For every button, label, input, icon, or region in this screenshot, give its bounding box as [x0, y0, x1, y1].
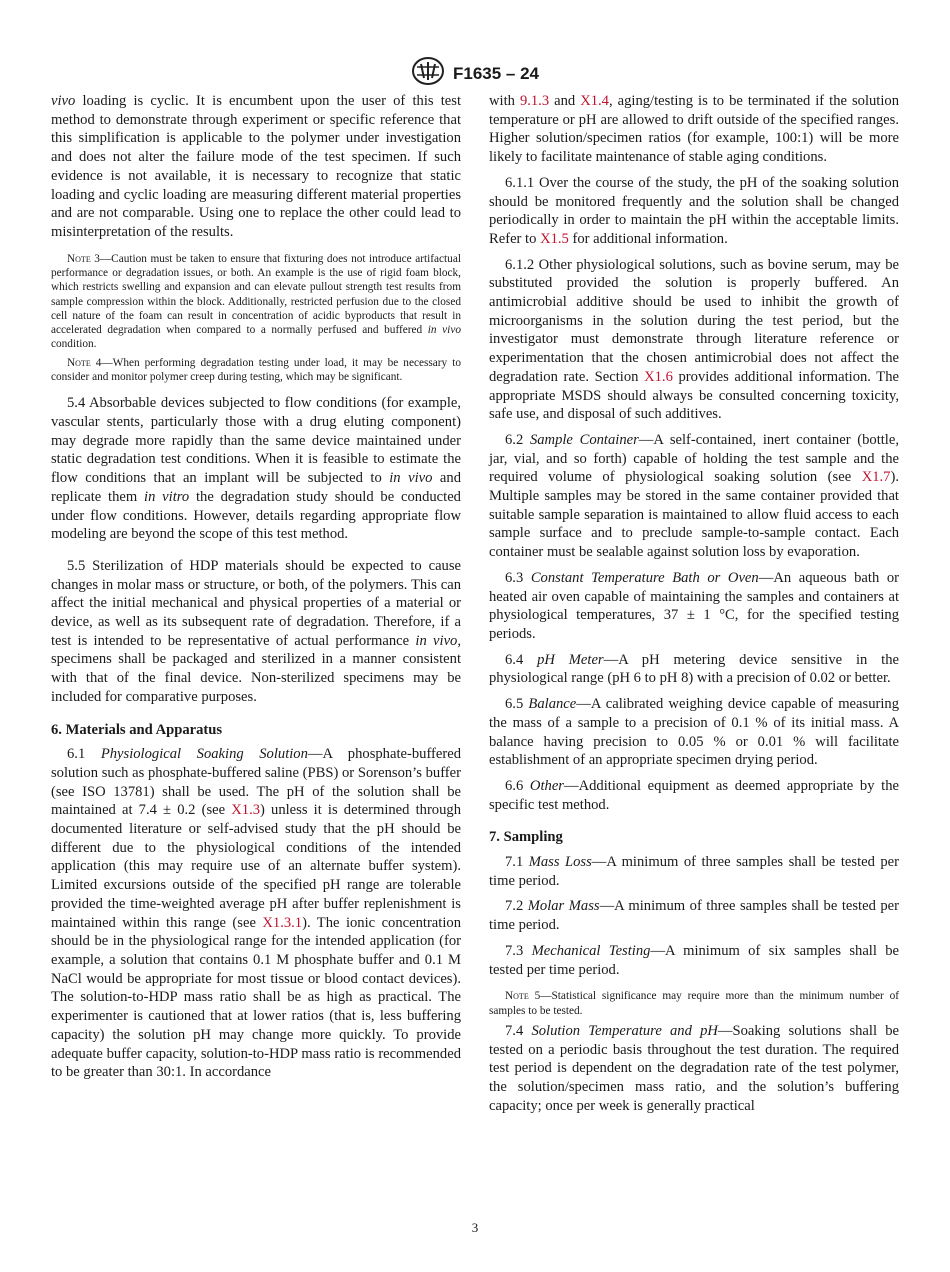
italic-text: vivo: [51, 93, 76, 109]
text: ). The ionic concentration should be in the physiological range for the intended application (for example, a solution that contains 0.1 M phosphate buffer and 0.1 M NaCl would be appropriate for most tissue or blood contact devices). The solution-to-HDP mass ratio shall be as high as practical. The experimenter is cautioned that at lower ratios (that is, less buffering capacity) the solution pH may change more quickly. To provide adequate buffer capacity, solution-to-HDP mass ratio is recommended to be greater than 30:1. In accordance: [51, 914, 461, 1081]
section-number: 6.3: [505, 569, 531, 586]
italic-text: in vivo: [389, 470, 433, 487]
section-title: pH Meter: [537, 651, 604, 668]
section-6-2: [489, 431, 899, 562]
xref-link[interactable]: X1.5: [540, 230, 569, 247]
xref-link[interactable]: X1.4: [580, 93, 609, 109]
section-6-1-2: [489, 256, 899, 424]
text: and replicate them: [51, 470, 461, 505]
section-title: Balance: [528, 696, 577, 713]
section-number: 7.4: [505, 1022, 532, 1039]
section-title: Constant Temperature Bath or Oven: [530, 569, 759, 586]
text: —A minimum of three samples shall be tested per time period.: [489, 854, 900, 889]
section-number: 6.6: [505, 777, 530, 794]
section-6-1: [51, 745, 461, 1082]
italic-text: in vitro: [144, 488, 190, 505]
section-title: Physiological Soaking Solution: [100, 746, 308, 763]
note-4: [51, 356, 461, 385]
section-7-4: [489, 1022, 899, 1116]
paragraph-continued: [51, 92, 461, 242]
text: 5.4 Absorbable devices subjected to flow conditions (for example, vascular stents, particularly those with a drug eluting component) may degrade more rapidly than the same device maintained under static degradation test conditions. When it is feasible to estimate the flow conditions that an implant will be subjected to: [51, 395, 461, 487]
section-number: 6.5: [505, 696, 529, 713]
section-6-6: [489, 777, 899, 814]
note-label: Note: [505, 990, 529, 1003]
note-3: [51, 252, 461, 352]
italic-text: in vivo: [415, 632, 458, 649]
section-title: Solution Temperature and pH: [531, 1022, 718, 1039]
left-column: [51, 92, 461, 1089]
text: —A minimum of three samples shall be tested per time period.: [489, 898, 900, 934]
section-title: Sample Container: [529, 431, 639, 448]
text: 5.5 Sterilization of HDP materials should be expected to cause changes in molar mass or structure, or both, of the polymers. This can affect the initial mechanical and physical properties of a material or device, as well as its subsequent rate of degradation. Therefore, if a test is intended to be representative of actual performance: [51, 557, 461, 649]
section-6-4: [489, 651, 899, 688]
xref-link[interactable]: X1.6: [644, 368, 673, 385]
section-7-heading: 7. Sampling: [489, 829, 563, 846]
section-7-3: [489, 942, 899, 979]
section-number: 7.1: [505, 854, 529, 871]
text: 6.1.2 Other physiological solutions, such as bovine serum, may be substituted provided the solution is properly buffered. An antimicrobial additive should be used to inhibit the growth of microorganisms in the solution during the test period, but the investigator must demonstrate through literature reference or experimentation that the chosen antimicrobial does not affect the degradation rate. Section: [489, 256, 899, 385]
text: ). Multiple samples may be stored in the same container provided that suitable sample separation is maintained to allow fluid access to each sample surface and to preclude sample-to-sample contact. Each container must be sealable against solution loss by evaporation.: [489, 469, 899, 561]
section-title: Other: [529, 777, 564, 794]
text: provides additional information. The appropriate MSDS should always be consulted concerning toxicity, safe use, and disposal of such additives.: [489, 368, 899, 423]
note-label: Note: [67, 252, 91, 265]
text: —A minimum of six samples shall be tested per time period.: [489, 942, 900, 978]
section-6-3: [489, 569, 899, 644]
astm-logo-icon: [411, 56, 445, 91]
right-column: [489, 92, 899, 1122]
section-number: 6.1: [67, 746, 101, 763]
section-number: 6.2: [505, 431, 530, 448]
xref-link[interactable]: X1.3.1: [262, 914, 303, 931]
note-text: 3—Caution must be taken to ensure that fixturing does not introduce artifactual performance or degradation issues, or both. An example is the use of rigid foam block, which restricts swelling and expansion and can elevate pullout strength test results from sample compression within the block. Additionally, restricted perfusion due to the closed cell nature of the foam can result in concentration of acidic byproducts that result in accelerated degradation when compared to a normally perfused and buffered: [51, 252, 461, 337]
note-text-end: condition.: [51, 338, 97, 351]
text: —An aqueous bath or heated air oven capable of maintaining the samples and containers at physiological temperatures, 37 ± 1 °C, for the specified testing periods.: [489, 569, 899, 642]
section-number: 7.3: [505, 942, 532, 959]
text: —Additional equipment as deemed appropriate by the specific test method.: [489, 777, 900, 813]
text: , specimens shall be packaged and sterilized in a manner consistent with that of the final device. Non-sterilized specimens may be included for comparative purposes.: [51, 632, 461, 705]
section-5-4: [51, 394, 461, 544]
text: the degradation study should be conducted under flow conditions. However, details regarding appropriate flow modeling are beyond the scope of this test method.: [51, 488, 461, 543]
note-italic: in vivo: [427, 324, 461, 337]
section-5-5: [51, 557, 461, 707]
section-7-1: [489, 853, 899, 890]
note-text: 5—Statistical significance may require more than the minimum number of samples to be tested.: [489, 990, 899, 1017]
xref-link[interactable]: 9.1.3: [519, 93, 550, 109]
text: —Soaking solutions shall be tested on a periodic basis throughout the test duration. The required test period is dependent on the degradation rate of the test polymer, the solution/specimen mass ratio, and the solution’s buffering capacity; once per week is generally practical: [489, 1022, 899, 1114]
section-6-1-1: [489, 174, 899, 249]
xref-link[interactable]: X1.3: [231, 802, 261, 819]
note-text: 4—When performing degradation testing under load, it may be necessary to consider and monitor polymer creep during testing, which may be significant.: [51, 356, 461, 383]
section-number: 6.4: [505, 651, 538, 668]
section-title: Mechanical Testing: [531, 942, 651, 959]
section-6-1-continued: [489, 92, 899, 167]
section-6-heading: 6. Materials and Apparatus: [51, 721, 223, 738]
text: —A phosphate-buffered solution such as phosphate-buffered saline (PBS) or Sorenson’s buffer (see ISO 13781) shall be used. The pH of the solution shall be maintained at 7.4 ± 0.2 (see: [51, 746, 462, 819]
paragraph-text: loading is cyclic. It is encumbent upon the user of this test method to demonstrate through experiment or specific reference that this simplification is applicable to the polymer under investigation and does not alter the failure mode of the test specimen. If such evidence is not available, it is necessary to recognize that static loading and cyclic loading are measuring different material properties and are not comparable. Using one to replace the other could lead to misinterpretation of the results.: [51, 93, 461, 240]
text: —A pH metering device sensitive in the physiological range (pH 6 to pH 8) with a precision of 0.02 or better.: [489, 651, 899, 687]
xref-link[interactable]: X1.7: [861, 469, 891, 486]
text: for additional information.: [568, 230, 728, 247]
note-5: [489, 989, 899, 1018]
page-number: 3: [471, 1220, 479, 1235]
document-id: F1635 – 24: [452, 63, 539, 83]
section-7-2: [489, 897, 899, 934]
text: —A calibrated weighing device capable of measuring the mass of a sample to a precision of 0.1 % of its initial mass. A balance having precision to 0.05 % or 0.01 % will facilitate establishment of an appropriate specimen drying period.: [489, 696, 900, 769]
text: and: [549, 93, 581, 109]
text: ) unless it is determined through documented literature or self-advised study that the pH should be different due to the physiological conditions of the intended application (this may require use of an alternate buffer system). Limited excursions outside of the specified pH range are tolerable provided the time-weighted average pH after buffer replenishment is maintained within this range (see: [51, 802, 461, 931]
section-6-5: [489, 695, 899, 770]
page-header: [0, 56, 950, 91]
section-number: 7.2: [505, 898, 528, 915]
text: 6.1.1 Over the course of the study, the pH of the soaking solution should be monitored frequently and the solution shall be changed periodically in order to maintain the pH within the acceptable limits. Refer to: [489, 174, 899, 247]
text: , aging/testing is to be terminated if the solution temperature or pH are allowed to drift outside of the specified ranges. Higher solution/specimen ratios (for example, 100:1) will be more likely to facilitate maintenance of stable aging conditions.: [489, 93, 899, 166]
section-title: Mass Loss: [528, 854, 592, 871]
note-label: Note: [67, 356, 91, 369]
text: with: [489, 93, 520, 109]
text: —A self-contained, inert container (bottle, jar, vial, and so forth) capable of holding the test sample and the required volume of physiological soaking solution (see: [489, 431, 899, 486]
section-title: Molar Mass: [527, 898, 600, 915]
